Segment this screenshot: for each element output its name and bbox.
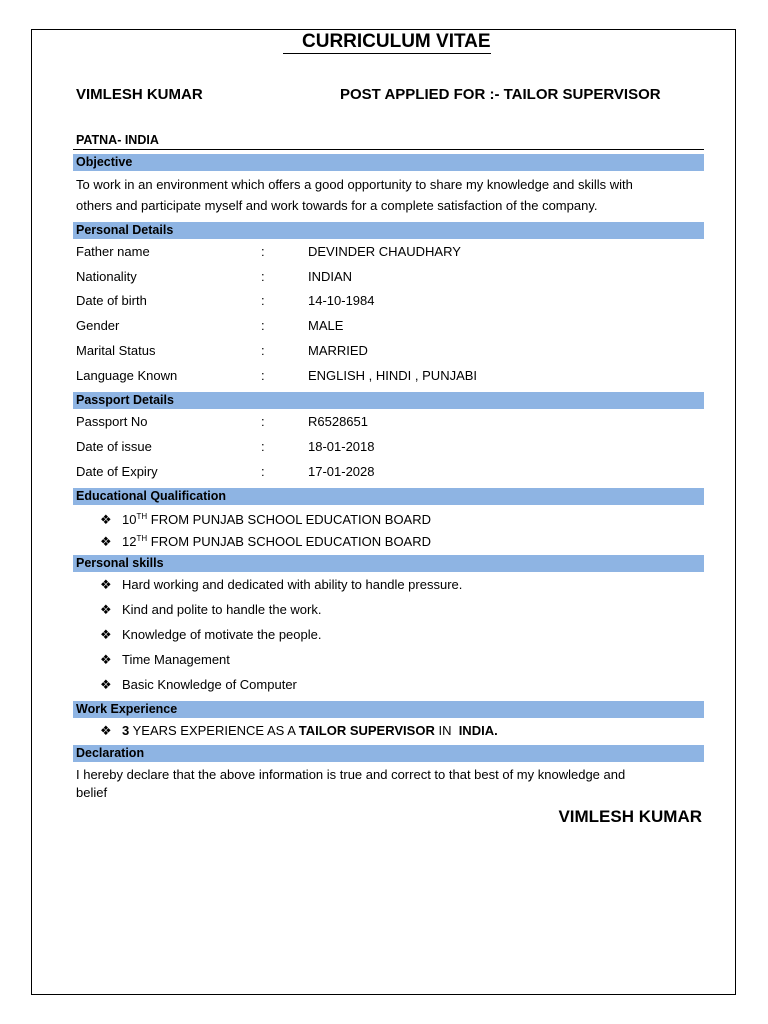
declaration-line-2: belief <box>76 785 108 800</box>
dob-label: Date of birth <box>76 293 147 308</box>
skill-item: Time Management <box>122 652 230 667</box>
dob-value: 14-10-1984 <box>308 293 375 308</box>
objective-line-2: others and participate myself and work towards for a complete satisfaction of the company. <box>76 198 598 213</box>
applicant-location: PATNA- INDIA <box>76 133 159 147</box>
colon: : <box>261 464 265 479</box>
header-divider <box>73 149 704 150</box>
section-work-experience: Work Experience <box>73 701 704 718</box>
colon: : <box>261 343 265 358</box>
language-label: Language Known <box>76 368 178 383</box>
nationality-value: INDIAN <box>308 269 353 284</box>
section-objective: Objective <box>73 154 704 171</box>
expiry-date-value: 17-01-2028 <box>308 464 375 479</box>
objective-line-1: To work in an environment which offers a good opportunity to share my knowledge and skills with <box>76 177 633 192</box>
nationality-label: Nationality <box>76 269 137 284</box>
section-education: Educational Qualification <box>73 488 704 505</box>
gender-value: MALE <box>308 318 344 333</box>
bullet-icon: ❖ <box>100 677 112 692</box>
language-value: ENGLISH , HINDI , PUNJABI <box>308 368 478 383</box>
section-personal-skills: Personal skills <box>73 555 704 572</box>
colon: : <box>261 414 265 429</box>
passport-no-value: R6528651 <box>308 414 368 429</box>
bullet-icon: ❖ <box>100 652 112 667</box>
colon: : <box>261 318 265 333</box>
post-applied: POST APPLIED FOR :- TAILOR SUPERVISOR <box>340 86 661 103</box>
bullet-icon: ❖ <box>100 577 112 592</box>
skill-item: Kind and polite to handle the work. <box>122 602 322 617</box>
marital-status-value: MARRIED <box>308 343 368 358</box>
gender-label: Gender <box>76 318 120 333</box>
colon: : <box>261 244 265 259</box>
section-declaration: Declaration <box>73 745 704 762</box>
father-name-value: DEVINDER CHAUDHARY <box>308 244 461 259</box>
applicant-name: VIMLESH KUMAR <box>76 86 203 103</box>
skill-item: Basic Knowledge of Computer <box>122 677 297 692</box>
bullet-icon: ❖ <box>100 627 112 642</box>
issue-date-value: 18-01-2018 <box>308 439 375 454</box>
skill-item: Hard working and dedicated with ability to handle pressure. <box>122 577 463 592</box>
bullet-icon: ❖ <box>100 602 112 617</box>
signature-name: VIMLESH KUMAR <box>558 807 702 826</box>
education-item: 10TH FROM PUNJAB SCHOOL EDUCATION BOARD <box>122 512 432 527</box>
colon: : <box>261 293 265 308</box>
colon: : <box>261 269 265 284</box>
passport-no-label: Passport No <box>76 414 148 429</box>
colon: : <box>261 439 265 454</box>
experience-item: 3 YEARS EXPERIENCE AS A TAILOR SUPERVISOR IN INDIA. <box>122 723 498 738</box>
issue-date-label: Date of issue <box>76 439 152 454</box>
bullet-icon: ❖ <box>100 534 112 549</box>
section-passport-details: Passport Details <box>73 392 704 409</box>
bullet-icon: ❖ <box>100 723 112 738</box>
marital-status-label: Marital Status <box>76 343 156 358</box>
education-item: 12TH FROM PUNJAB SCHOOL EDUCATION BOARD <box>122 534 432 549</box>
document-title: CURRICULUM VITAE <box>283 31 491 54</box>
skill-item: Knowledge of motivate the people. <box>122 627 322 642</box>
colon: : <box>261 368 265 383</box>
father-name-label: Father name <box>76 244 150 259</box>
declaration-line-1: I hereby declare that the above information is true and correct to that best of my knowledge and <box>76 767 626 782</box>
bullet-icon: ❖ <box>100 512 112 527</box>
section-personal-details: Personal Details <box>73 222 704 239</box>
expiry-date-label: Date of Expiry <box>76 464 158 479</box>
